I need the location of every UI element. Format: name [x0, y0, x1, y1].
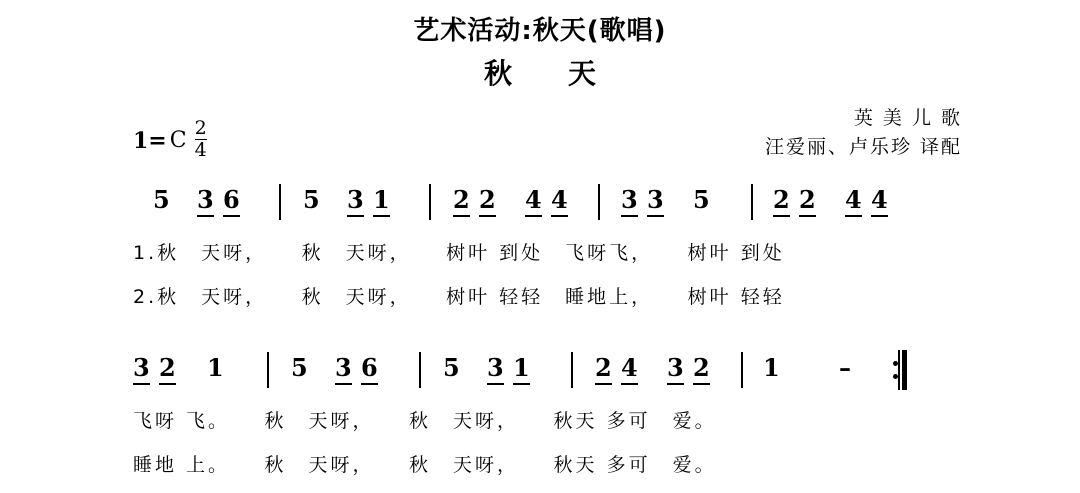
note: 3 [647, 186, 664, 217]
lyric-row-1-verse-2 [133, 284, 963, 320]
note: 1 [763, 353, 780, 382]
barline [279, 184, 281, 220]
note: 2 [595, 354, 612, 385]
note: 3 [133, 354, 150, 385]
note: 3 [667, 354, 684, 385]
time-numerator: 2 [194, 117, 207, 139]
lyric-row-1-verse-1 [133, 240, 963, 276]
note: 3 [487, 354, 504, 385]
note: 2 [773, 186, 790, 217]
repeat-end-barline [893, 350, 907, 390]
note: 5 [153, 185, 170, 214]
note-row-1 [133, 186, 953, 226]
lyric-line: 2.秋 天呀， 秋 天呀， 树叶 轻轻 睡地上， 树叶 轻轻 [133, 286, 785, 308]
key-letter: C [169, 128, 187, 153]
note: 4 [551, 186, 568, 217]
barline [741, 352, 743, 388]
key-signature [133, 117, 207, 161]
note: 5 [443, 353, 460, 382]
note: 4 [845, 186, 862, 217]
note: 3 [197, 186, 214, 217]
note: 3 [347, 186, 364, 217]
lyric-row-2-verse-2 [133, 452, 963, 488]
barline-thick [902, 350, 907, 390]
note: 3 [621, 186, 638, 217]
barline [267, 352, 269, 388]
song-title: 秋 天 [483, 57, 610, 90]
lyric-line: 飞呀 飞。 秋 天呀， 秋 天呀， 秋天 多可 爱。 [133, 410, 717, 432]
note: 1 [207, 353, 224, 382]
note: 5 [303, 185, 320, 214]
barline [598, 184, 600, 220]
barline [419, 352, 421, 388]
note: 1 [513, 354, 530, 385]
music-system-2 [0, 354, 1080, 488]
note-row-2 [133, 354, 953, 394]
time-denominator: 4 [194, 139, 207, 161]
music-system-1 [0, 186, 1080, 320]
note: 5 [291, 353, 308, 382]
note: 6 [223, 186, 240, 217]
note: 2 [799, 186, 816, 217]
note-extender: – [839, 353, 851, 382]
note: 5 [693, 185, 710, 214]
note: 3 [335, 354, 352, 385]
note: 4 [621, 354, 638, 385]
time-signature [195, 119, 207, 160]
barline [751, 184, 753, 220]
lyric-line: 睡地 上。 秋 天呀， 秋 天呀， 秋天 多可 爱。 [133, 454, 717, 476]
credits [765, 104, 962, 163]
note: 2 [159, 354, 176, 385]
note: 2 [479, 186, 496, 217]
lyric-row-2-verse-1 [133, 408, 963, 444]
note: 2 [693, 354, 710, 385]
note: 6 [361, 354, 378, 385]
credit-line-2: 汪爱丽、卢乐珍 译配 [764, 136, 962, 159]
barline-thin [898, 350, 900, 390]
barline [571, 352, 573, 388]
credit-line-1: 英 美 儿 歌 [853, 107, 962, 129]
lyric-line: 1.秋 天呀， 秋 天呀， 树叶 到处 飞呀飞， 树叶 到处 [133, 242, 785, 264]
barline [429, 184, 431, 220]
key-prefix: 1= [133, 127, 167, 154]
note: 1 [373, 186, 390, 217]
note: 4 [525, 186, 542, 217]
note: 4 [871, 186, 888, 217]
page-title: 艺术活动:秋天(歌唱) [413, 16, 667, 46]
note: 2 [453, 186, 470, 217]
